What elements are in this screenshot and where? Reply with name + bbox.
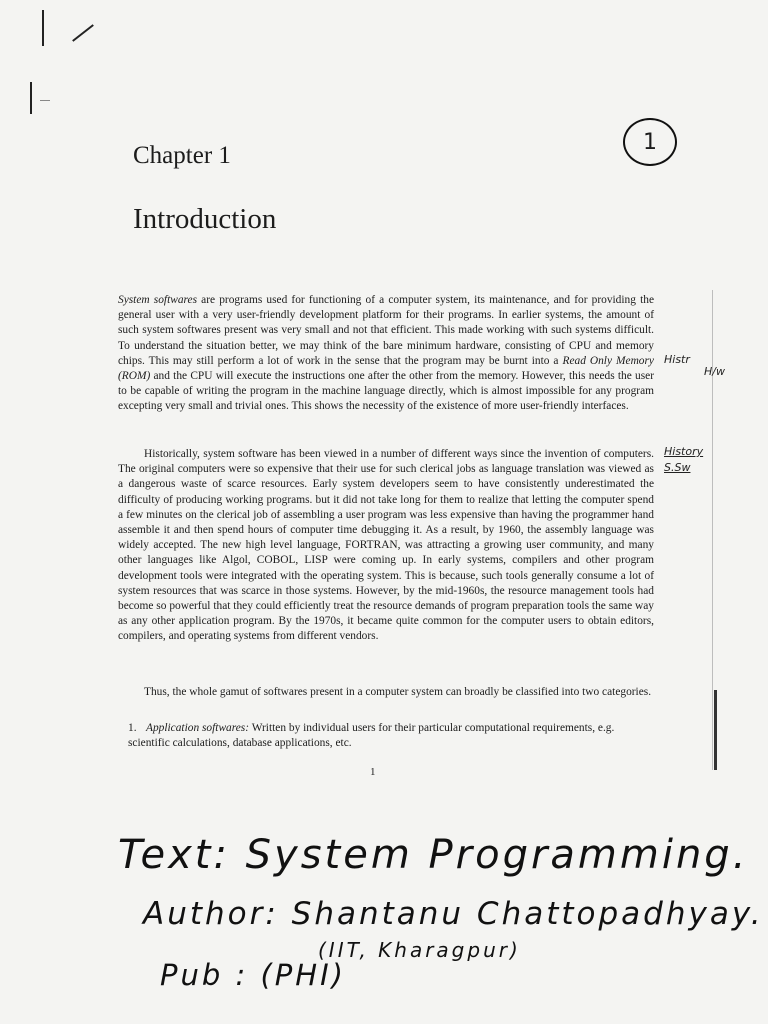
chapter-label: Chapter 1 — [133, 142, 231, 169]
paragraph-tail: and the CPU will execute the instructions one after the other from the memory. However, this needs the user to be capable of writing the program in the machine language directly, which is almost impossible for any program excepting very small and trivial ones. This shows the necessity of the existence of more user-friendly interfaces. — [118, 370, 654, 413]
margin-note-line: History — [664, 445, 704, 458]
paragraph-system-softwares — [118, 293, 654, 415]
paragraph-body: are programs used for functioning of a computer system, its maintenance, and for providing the general user with a very user-friendly development platform for their programs. In earlier systems, the amount of such system softwares present was very small and not that efficient. This made working with such systems difficult. To understand the situation better, we may think of the bare minimum hardware, consisting of CPU and memory chips. This may still perform a lot of work in the sense that the program may be burnt into a — [118, 294, 654, 367]
list-item — [128, 721, 648, 751]
scan-mark-diagonal — [72, 24, 94, 42]
margin-note-line: H/w — [704, 365, 725, 378]
handwritten-publisher: Pub : (PHI) — [160, 958, 346, 992]
margin-note-line: Histr — [664, 353, 690, 366]
chapter-title: Introduction — [133, 203, 277, 235]
scan-mark-dash — [40, 100, 50, 101]
handwritten-institution: (IIT, Kharagpur) — [318, 938, 521, 962]
list-text: Written by individual users for their particular computational requirements, e.g. scientific calculations, database applications, etc. — [128, 722, 615, 750]
scan-mark-left-2 — [30, 82, 32, 114]
term-system-softwares: System softwares — [118, 294, 198, 306]
list-term: Application softwares: — [146, 722, 250, 734]
list-number: 1. — [128, 722, 137, 734]
scan-bar-right — [714, 690, 717, 770]
page-number: 1 — [370, 766, 376, 778]
term-rom: Read Only Memory (ROM) — [118, 354, 654, 383]
margin-note-history-hw — [664, 354, 725, 378]
scan-mark-left-1 — [42, 10, 44, 46]
category-list — [128, 721, 648, 751]
margin-note-history-ssw — [664, 446, 703, 474]
margin-note-line: S.Sw — [664, 461, 691, 474]
handwritten-text-title: Text: System Programming. — [118, 832, 749, 878]
circled-page-number: 1 — [623, 118, 677, 166]
paragraph-history: Historically, system software has been viewed in a number of different ways since the invention of computers. The original computers were so expensive that their use for such clerical jobs as language translation was viewed as a dangerous waste of scarce resources. Early system developers seem to have consistently underestimated the difficulty of producing working programs. but it did not take long for them to realize that letting the computer spend a few minutes on the clerical job of assembling a user program was less expensive than having the programmer hand assemble it and then spend hours of computer time debugging it. As a result, by 1960, the assembly language was widely accepted. The new high level language, FORTRAN, was attracting a growing user community, and many other languages like Algol, COBOL, LISP were coming up. In early systems, compilers and other program development tools were integrated with the operating system. This is because, such tools generally consume a lot of system resources that was scarce in those systems. However, by the mid-1960s, the resource management tools had become so powerful that they could efficiently treat the resource demands of program preparation tools the same way as any other application program. By the 1970s, it became quite common for the computer users to obtain editors, compilers, and operating systems from different vendors. — [118, 448, 654, 643]
handwritten-author: Author: Shantanu Chattopadhyay. — [143, 896, 764, 932]
paragraph-categories: Thus, the whole gamut of softwares present in a computer system can broadly be classified into two categories. — [144, 686, 652, 698]
